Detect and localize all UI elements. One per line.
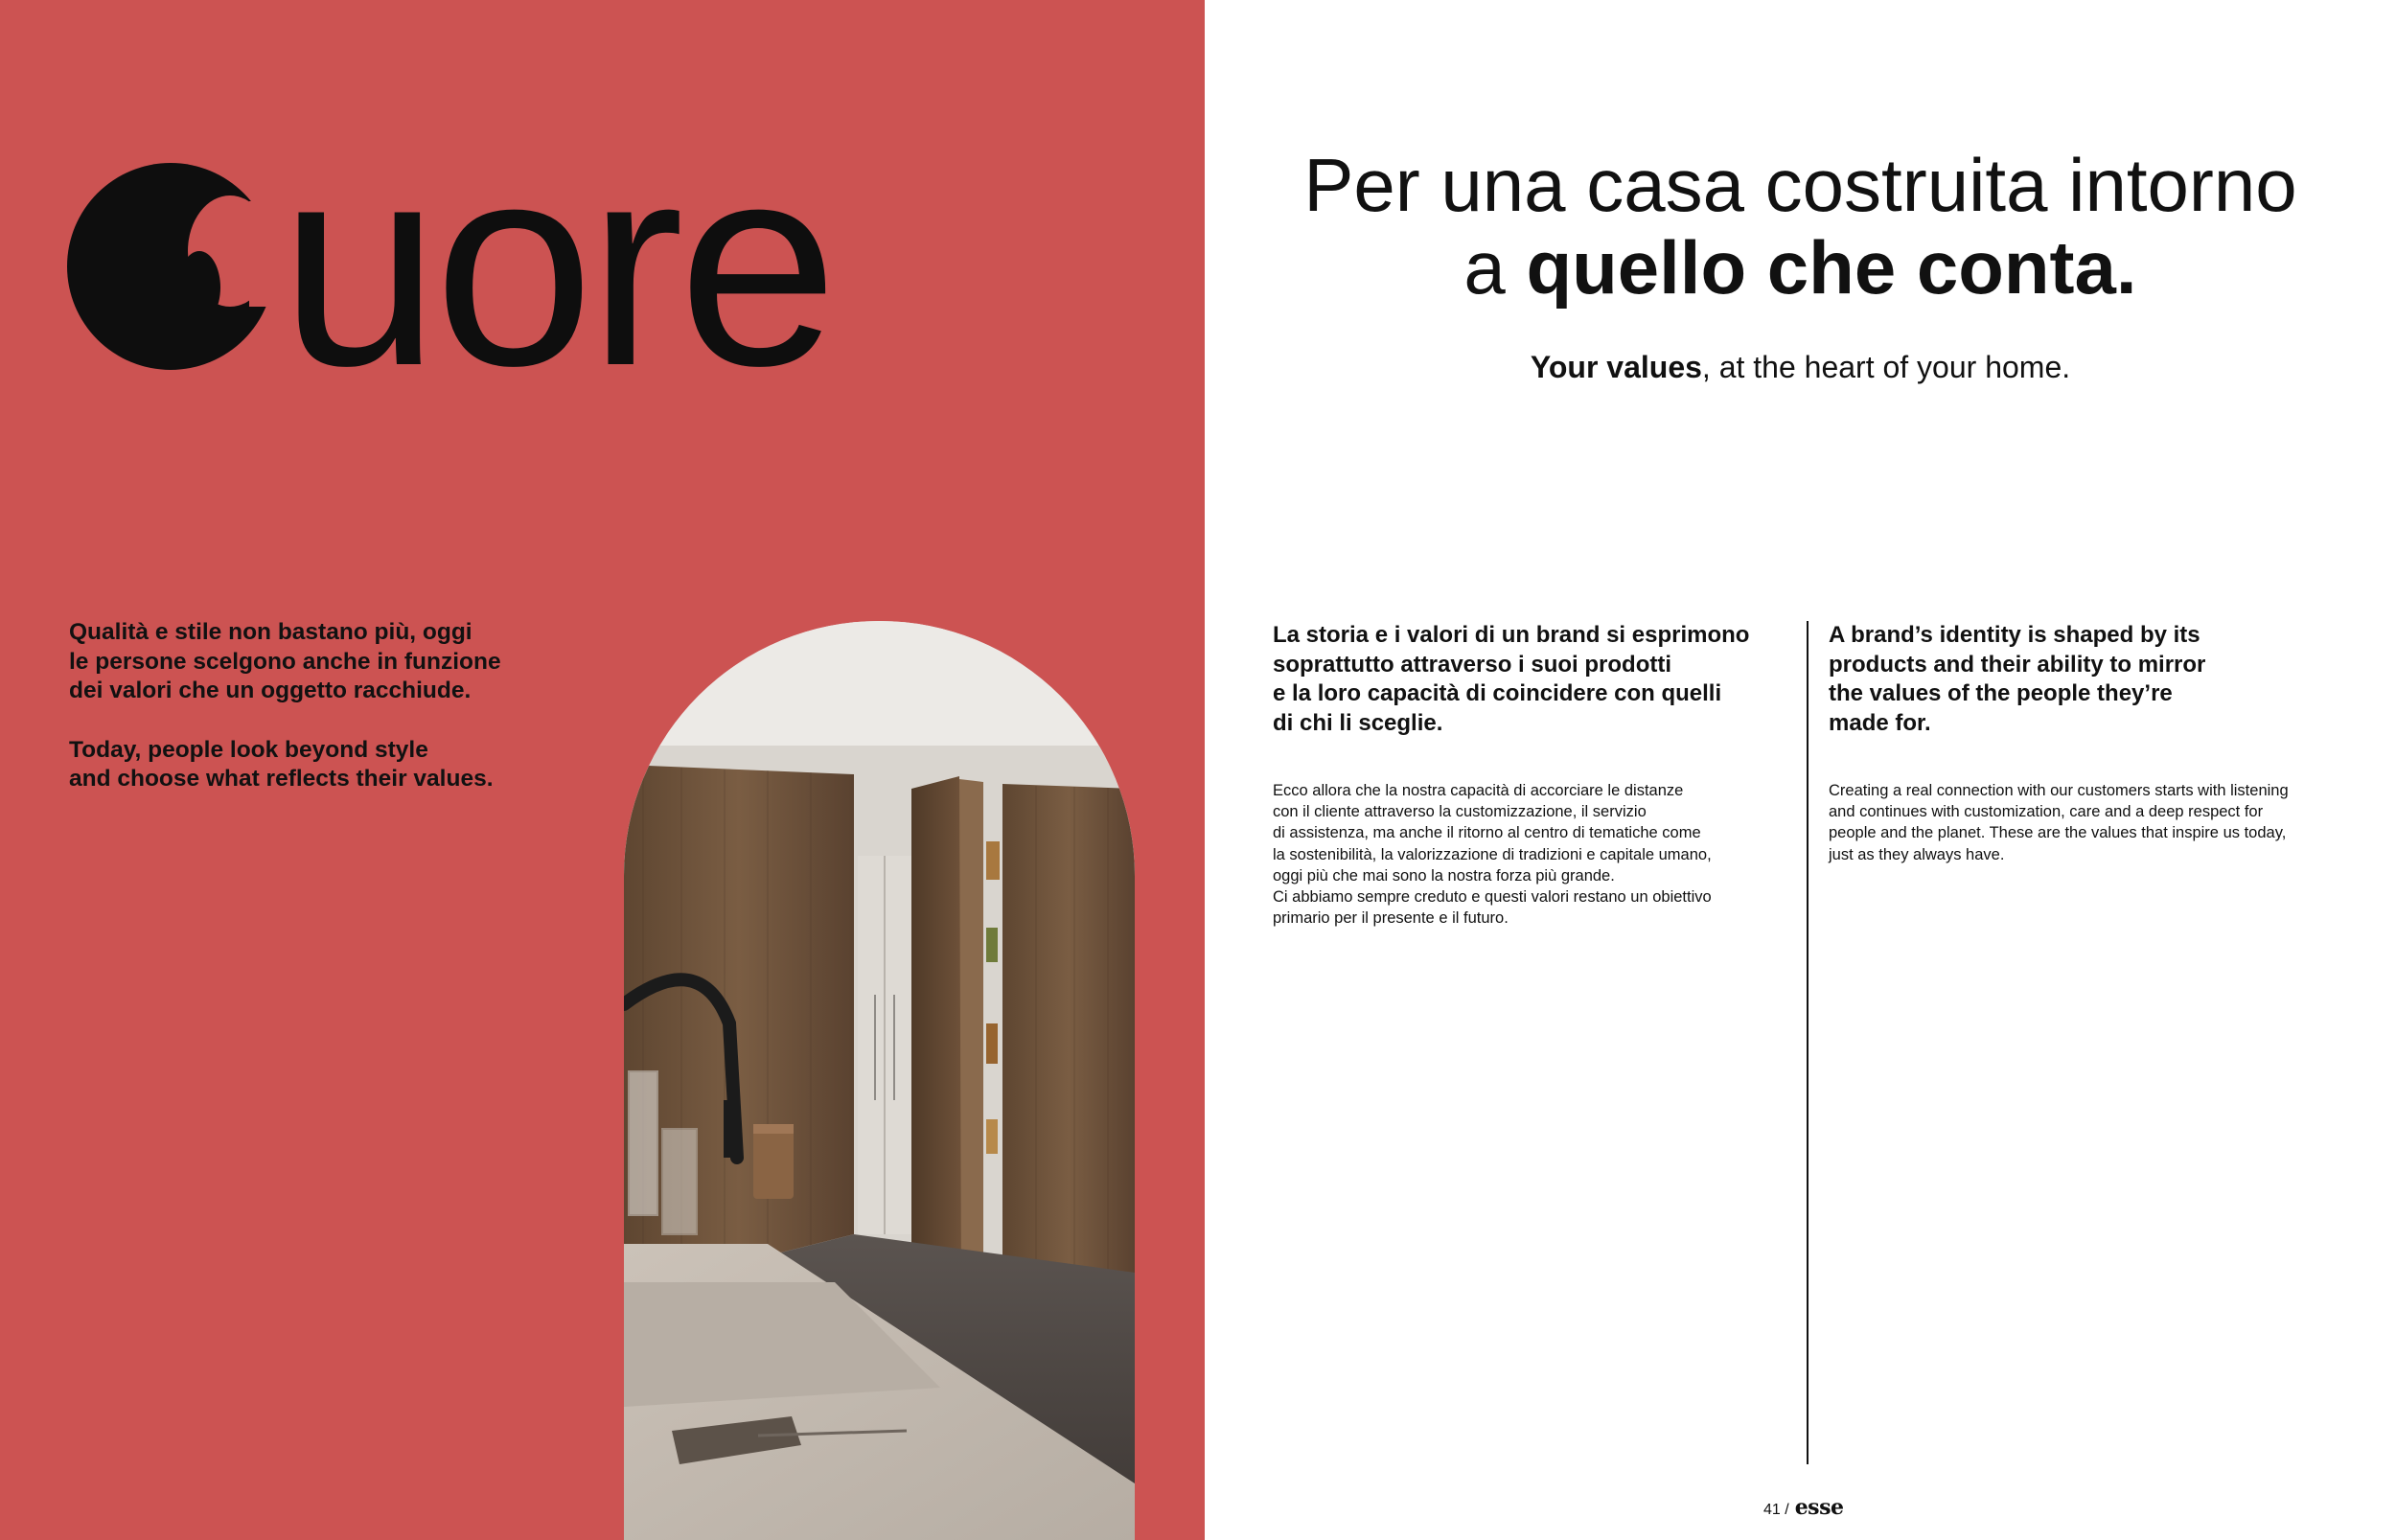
column-english: [1829, 621, 2337, 865]
intro-italian: Qualità e stile non bastano più, oggi le persone scelgono anche in funzione dei valori che un oggetto racchiude.: [69, 619, 501, 703]
kitchen-photo-arch: [624, 621, 1135, 1540]
cuore-logo: [67, 144, 987, 383]
headline-line2-prefix: a: [1463, 225, 1527, 310]
cuore-logo-wordmark: uore: [280, 144, 833, 383]
column-italian: [1273, 621, 1781, 929]
subline-rest: , at the heart of your home.: [1701, 350, 2071, 384]
column-english-body: Creating a real connection with our customers starts with listening and continues with customization, care and a deep respect for people and the planet. These are the values that inspire us today, just as they always have.: [1829, 782, 2289, 863]
kitchen-illustration: [624, 621, 1135, 1540]
intro-text: [69, 618, 606, 794]
subline: [1205, 350, 2396, 385]
column-english-heading: A brand’s identity is shaped by its products and their ability to mirror the values of the people they’re made for.: [1829, 622, 2206, 736]
headline: [1205, 144, 2396, 309]
cuore-logo-c-mark: [67, 163, 288, 370]
column-divider: [1807, 621, 1809, 1464]
page-footer: [1763, 1495, 1843, 1520]
subline-bold: Your values: [1530, 350, 1702, 384]
page-number: 41 /: [1763, 1502, 1789, 1518]
headline-line2-bold: quello che conta.: [1526, 225, 2137, 310]
column-italian-body: Ecco allora che la nostra capacità di accorciare le distanze con il cliente attraverso la customizzazione, il servizio di assistenza, ma anche il ritorno al centro di tematiche come la sostenibilità, la valorizzazione di tradizioni e capitale umano, oggi più che mai sono la nostra forza più grande. Ci abbiamo sempre creduto e questi valori restano un obiettivo primario per il presente e il futuro.: [1273, 782, 1712, 928]
column-italian-heading: La storia e i valori di un brand si esprimono soprattutto attraverso i suoi prodotti e la loro capacità di coincidere con quelli di chi li sceglie.: [1273, 622, 1750, 736]
headline-line1: Per una casa costruita intorno: [1303, 143, 2297, 227]
esse-logo: esse: [1794, 1495, 1844, 1520]
headline-line2: [1205, 226, 2396, 309]
intro-english: Today, people look beyond style and choose what reflects their values.: [69, 736, 494, 792]
